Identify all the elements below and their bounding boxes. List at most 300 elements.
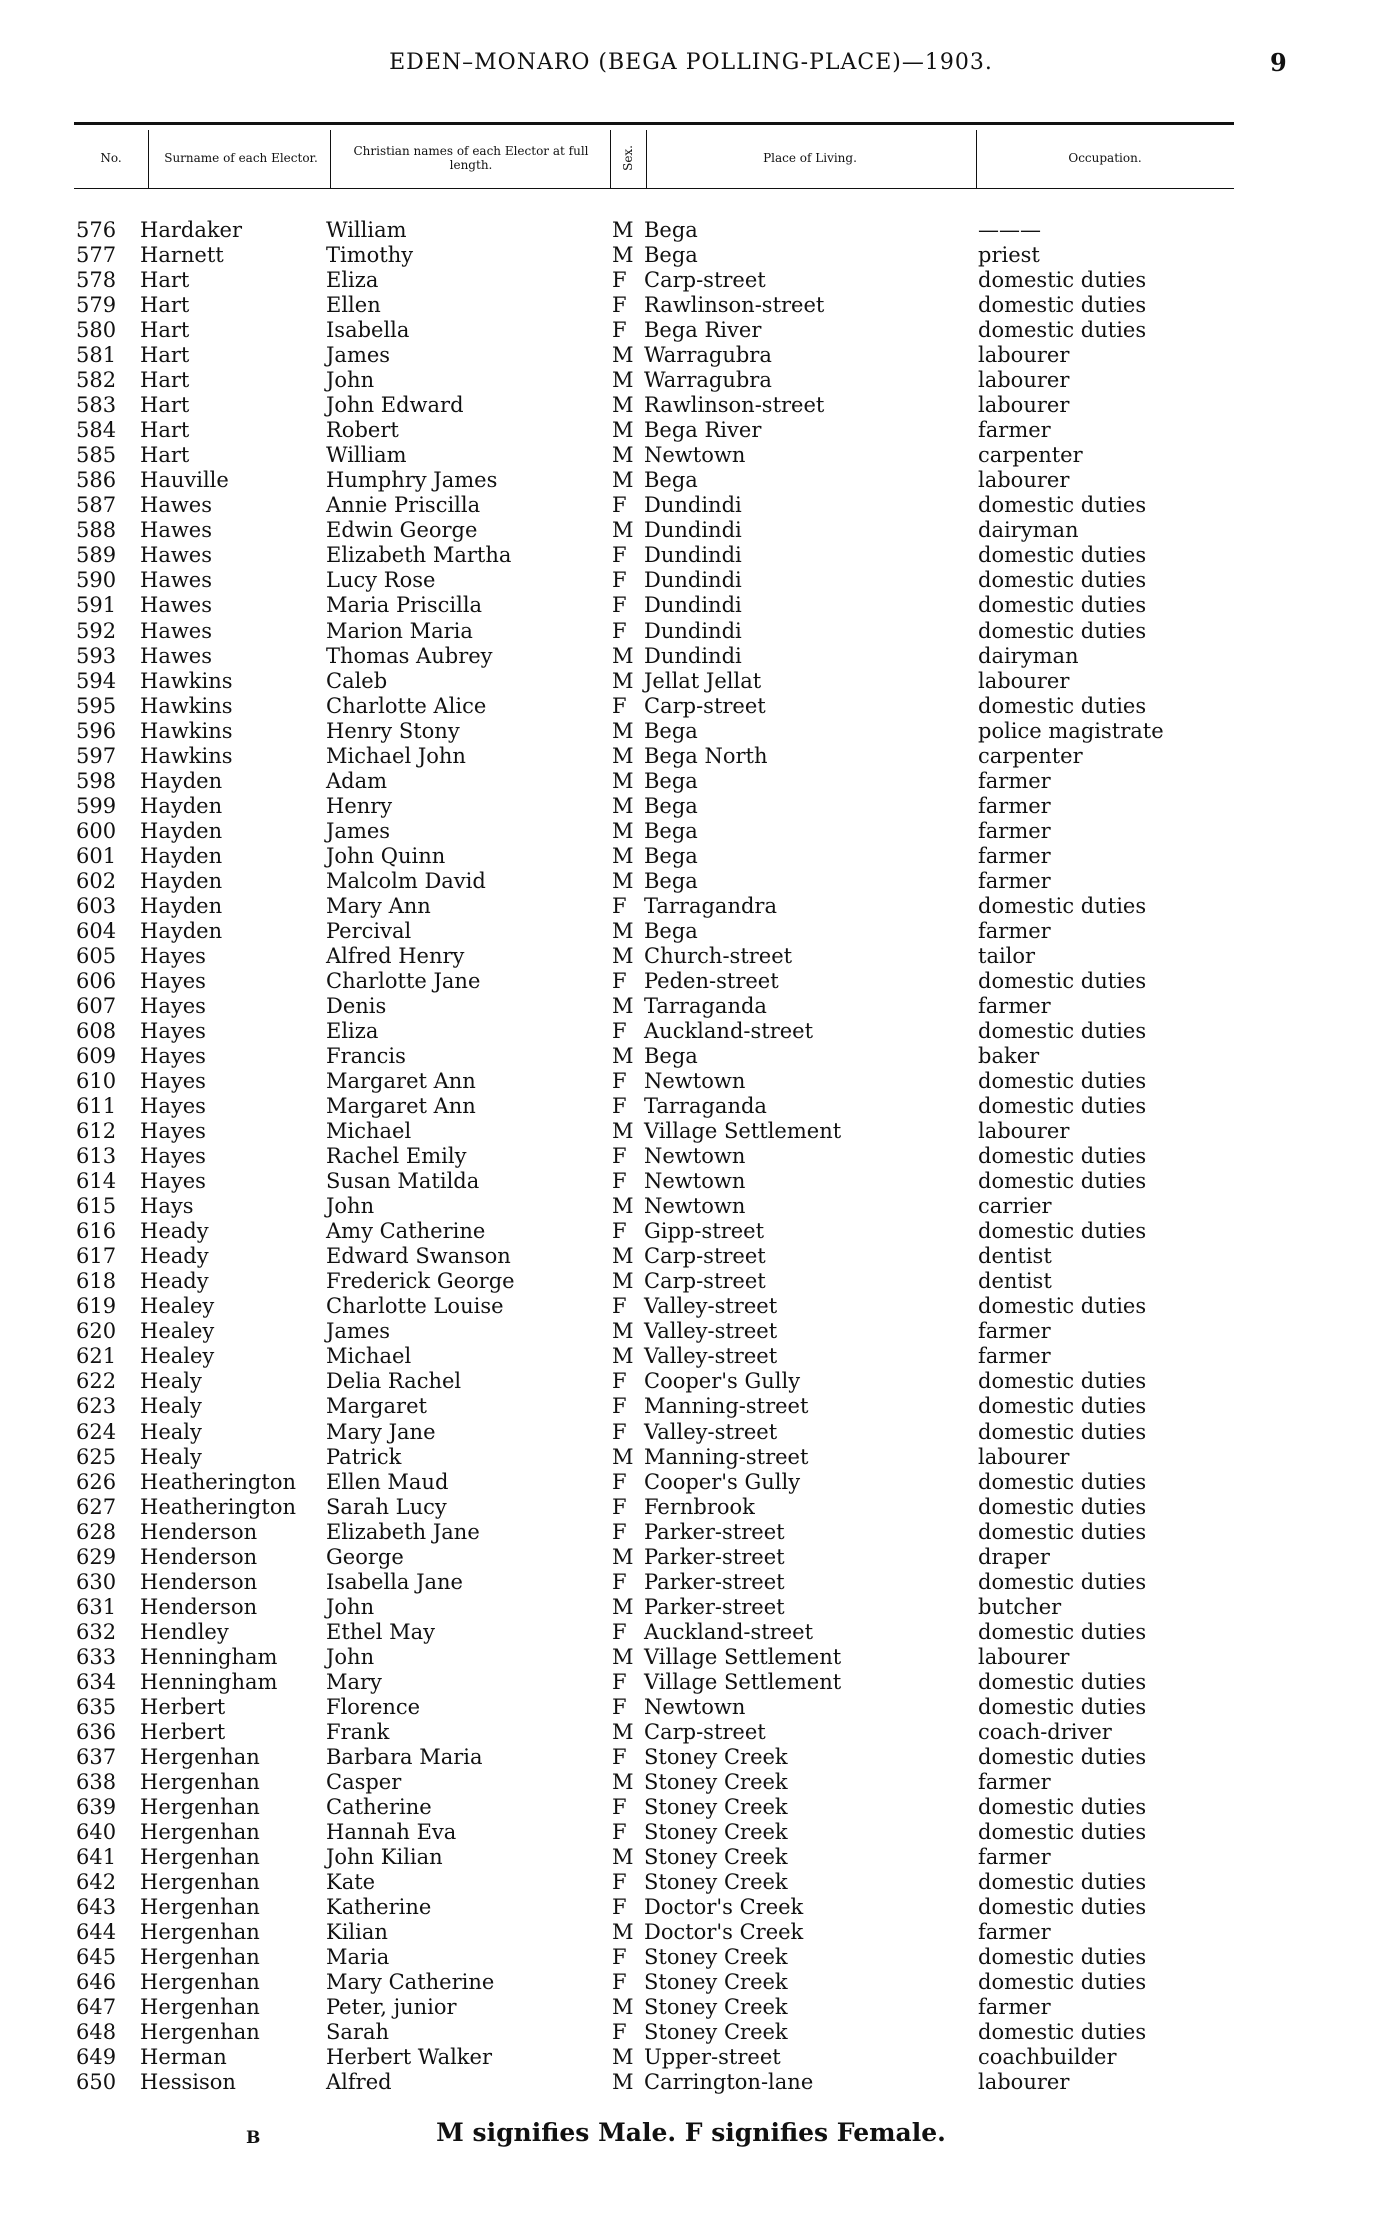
elector-christian-names: John	[326, 368, 375, 393]
elector-number: 605	[76, 943, 117, 968]
elector-sex: M	[612, 1444, 634, 1469]
table-row	[0, 894, 1382, 919]
elector-surname: Healy	[140, 1394, 202, 1419]
elector-surname: Hergenhan	[140, 2020, 260, 2045]
elector-place: Warragubra	[644, 343, 772, 368]
elector-surname: Hawes	[140, 568, 213, 593]
elector-christian-names: Charlotte Louise	[326, 1294, 504, 1319]
elector-sex: M	[612, 843, 634, 868]
header-divider	[330, 130, 331, 188]
elector-sex: M	[612, 793, 634, 818]
elector-surname: Hayes	[140, 1094, 206, 1119]
elector-christian-names: Eliza	[326, 268, 379, 293]
elector-occupation: labourer	[978, 368, 1070, 393]
elector-place: Stoney Creek	[644, 1995, 788, 2020]
elector-place: Village Settlement	[644, 1119, 842, 1144]
elector-christian-names: Maria	[326, 1945, 390, 1970]
elector-surname: Hayes	[140, 1019, 206, 1043]
elector-surname: Hayden	[140, 768, 223, 793]
table-row	[0, 1545, 1382, 1570]
elector-sex: M	[612, 218, 634, 242]
elector-sex: M	[612, 1269, 634, 1294]
elector-number: 583	[76, 393, 117, 418]
elector-christian-names: James	[326, 1319, 391, 1344]
table-row	[0, 218, 1382, 243]
elector-sex: M	[612, 393, 634, 418]
elector-place: Stoney Creek	[644, 1945, 788, 1970]
elector-place: Carp-street	[644, 1719, 766, 1744]
elector-sex: M	[612, 818, 634, 843]
table-row	[0, 443, 1382, 468]
elector-occupation: dairyman	[978, 643, 1079, 668]
elector-christian-names: Mary	[326, 1669, 382, 1694]
elector-surname: Heatherington	[140, 1494, 296, 1519]
elector-number: 606	[76, 968, 117, 993]
elector-number: 581	[76, 343, 117, 368]
elector-surname: Hawes	[140, 518, 213, 543]
elector-occupation: domestic duties	[978, 1144, 1147, 1169]
elector-occupation: farmer	[978, 1995, 1051, 2020]
table-row	[0, 1244, 1382, 1269]
elector-christian-names: James	[326, 818, 391, 843]
table-row	[0, 1369, 1382, 1394]
elector-place: Bega	[644, 818, 698, 843]
elector-sex: F	[612, 268, 627, 293]
elector-place: Valley-street	[644, 1294, 778, 1319]
elector-christian-names: Elizabeth Jane	[326, 1519, 480, 1544]
elector-occupation: labourer	[978, 668, 1070, 693]
elector-occupation: domestic duties	[978, 1519, 1147, 1544]
elector-number: 576	[76, 218, 117, 242]
elector-surname: Hayes	[140, 943, 206, 968]
elector-sex: M	[612, 1769, 634, 1794]
elector-number: 626	[76, 1469, 117, 1494]
elector-sex: F	[612, 1019, 627, 1043]
header-sex: Sex.	[621, 145, 635, 171]
elector-place: Auckland-street	[644, 1019, 814, 1043]
elector-occupation: domestic duties	[978, 1219, 1147, 1244]
elector-number: 603	[76, 893, 117, 918]
elector-place: Stoney Creek	[644, 1845, 788, 1870]
elector-christian-names: John	[326, 1594, 375, 1619]
elector-sex: F	[612, 1744, 627, 1769]
elector-number: 620	[76, 1319, 117, 1344]
elector-place: Carp-street	[644, 1269, 766, 1294]
elector-number: 630	[76, 1569, 117, 1594]
table-row	[0, 1445, 1382, 1470]
elector-sex: M	[612, 1719, 634, 1744]
table-row	[0, 1820, 1382, 1845]
table-row	[0, 1795, 1382, 1820]
elector-place: Bega	[644, 768, 698, 793]
elector-surname: Healy	[140, 1419, 202, 1444]
elector-christian-names: Elizabeth Martha	[326, 543, 512, 568]
elector-sex: F	[612, 1494, 627, 1519]
elector-surname: Hayden	[140, 893, 223, 918]
elector-place: Stoney Creek	[644, 1820, 788, 1844]
elector-number: 628	[76, 1519, 117, 1544]
elector-christian-names: John Quinn	[326, 843, 446, 868]
elector-christian-names: James	[326, 343, 391, 368]
elector-surname: Hawes	[140, 618, 213, 643]
elector-surname: Hergenhan	[140, 1970, 260, 1995]
elector-number: 590	[76, 568, 117, 593]
elector-place: Bega River	[644, 418, 762, 443]
elector-number: 591	[76, 593, 117, 618]
header-divider	[148, 130, 149, 188]
elector-place: Doctor's Creek	[644, 1895, 804, 1920]
elector-number: 602	[76, 868, 117, 893]
elector-sex: F	[612, 1970, 627, 1995]
elector-occupation: domestic duties	[978, 318, 1147, 343]
table-row	[0, 1269, 1382, 1294]
elector-place: Dundindi	[644, 493, 742, 518]
elector-number: 615	[76, 1194, 117, 1219]
elector-place: Upper-street	[644, 2045, 781, 2070]
elector-occupation: farmer	[978, 1769, 1051, 1794]
elector-sex: M	[612, 943, 634, 968]
elector-surname: Herman	[140, 2045, 227, 2070]
elector-number: 622	[76, 1369, 117, 1394]
elector-surname: Hauville	[140, 468, 229, 493]
elector-surname: Hawkins	[140, 718, 233, 743]
elector-number: 614	[76, 1169, 117, 1194]
elector-surname: Hergenhan	[140, 1744, 260, 1769]
elector-number: 643	[76, 1895, 117, 1920]
elector-occupation: farmer	[978, 818, 1051, 843]
elector-occupation: farmer	[978, 768, 1051, 793]
elector-christian-names: Humphry James	[326, 468, 498, 493]
elector-sex: M	[612, 643, 634, 668]
elector-christian-names: Marion Maria	[326, 618, 473, 643]
table-row	[0, 1520, 1382, 1545]
table-row	[0, 493, 1382, 518]
table-row	[0, 844, 1382, 869]
elector-christian-names: Ethel May	[326, 1619, 435, 1644]
elector-place: Carp-street	[644, 1244, 766, 1269]
elector-christian-names: Isabella	[326, 318, 410, 343]
elector-surname: Herbert	[140, 1719, 226, 1744]
elector-occupation: domestic duties	[978, 1294, 1147, 1319]
table-row	[0, 518, 1382, 543]
elector-sex: F	[612, 1069, 627, 1094]
elector-christian-names: Michael	[326, 1119, 412, 1144]
elector-sex: F	[612, 593, 627, 618]
elector-number: 621	[76, 1344, 117, 1369]
elector-christian-names: Susan Matilda	[326, 1169, 480, 1194]
elector-christian-names: John Kilian	[326, 1845, 443, 1870]
elector-sex: M	[612, 443, 634, 468]
elector-occupation: baker	[978, 1044, 1040, 1069]
elector-christian-names: Sarah Lucy	[326, 1494, 447, 1519]
elector-occupation: domestic duties	[978, 1820, 1147, 1844]
elector-number: 592	[76, 618, 117, 643]
elector-surname: Herbert	[140, 1694, 226, 1719]
elector-sex: F	[612, 2020, 627, 2045]
elector-number: 633	[76, 1644, 117, 1669]
table-row	[0, 1995, 1382, 2020]
elector-occupation: farmer	[978, 993, 1051, 1018]
elector-place: Newtown	[644, 1169, 746, 1194]
elector-sex: F	[612, 1895, 627, 1920]
elector-occupation: domestic duties	[978, 1895, 1147, 1920]
elector-occupation: domestic duties	[978, 1094, 1147, 1119]
elector-place: Stoney Creek	[644, 1744, 788, 1769]
elector-christian-names: Lucy Rose	[326, 568, 436, 593]
table-row	[0, 593, 1382, 618]
elector-christian-names: Katherine	[326, 1895, 432, 1920]
elector-sex: M	[612, 1594, 634, 1619]
elector-sex: M	[612, 993, 634, 1018]
elector-number: 629	[76, 1544, 117, 1569]
elector-occupation: farmer	[978, 1845, 1051, 1870]
elector-sex: M	[612, 1244, 634, 1269]
table-row	[0, 1319, 1382, 1344]
elector-surname: Hawes	[140, 543, 213, 568]
elector-surname: Heady	[140, 1244, 209, 1269]
table-row	[0, 1194, 1382, 1219]
elector-occupation: ———	[978, 218, 1041, 242]
table-row	[0, 694, 1382, 719]
elector-number: 587	[76, 493, 117, 518]
table-row	[0, 719, 1382, 744]
elector-number: 582	[76, 368, 117, 393]
elector-sex: F	[612, 1219, 627, 1244]
elector-christian-names: Edward Swanson	[326, 1244, 511, 1269]
elector-place: Bega	[644, 718, 698, 743]
elector-surname: Hayden	[140, 843, 223, 868]
table-row	[0, 1470, 1382, 1495]
elector-sex: F	[612, 1169, 627, 1194]
elector-place: Tarraganda	[644, 1094, 767, 1119]
elector-sex: M	[612, 1044, 634, 1069]
elector-surname: Hergenhan	[140, 1870, 260, 1895]
elector-sex: F	[612, 1694, 627, 1719]
elector-occupation: domestic duties	[978, 293, 1147, 318]
elector-number: 577	[76, 243, 117, 268]
elector-occupation: coach-driver	[978, 1719, 1112, 1744]
elector-number: 644	[76, 1920, 117, 1945]
elector-christian-names: Casper	[326, 1769, 402, 1794]
sex-legend: M signifies Male. F signifies Female.	[436, 2118, 946, 2147]
elector-place: Stoney Creek	[644, 1794, 788, 1819]
table-row	[0, 1119, 1382, 1144]
elector-place: Auckland-street	[644, 1619, 814, 1644]
table-row	[0, 2070, 1382, 2095]
elector-sex: F	[612, 1094, 627, 1119]
elector-christian-names: Henry Stony	[326, 718, 460, 743]
elector-sex: M	[612, 1544, 634, 1569]
elector-occupation: dairyman	[978, 518, 1079, 543]
elector-sex: F	[612, 493, 627, 518]
elector-occupation: domestic duties	[978, 893, 1147, 918]
elector-surname: Healey	[140, 1319, 215, 1344]
elector-occupation: coachbuilder	[978, 2045, 1117, 2070]
header-divider	[646, 130, 647, 188]
elector-place: Church-street	[644, 943, 793, 968]
elector-sex: M	[612, 243, 634, 268]
table-row	[0, 2020, 1382, 2045]
elector-occupation: domestic duties	[978, 1069, 1147, 1094]
elector-occupation: farmer	[978, 918, 1051, 943]
table-row	[0, 1069, 1382, 1094]
elector-surname: Hayden	[140, 818, 223, 843]
elector-occupation: domestic duties	[978, 1794, 1147, 1819]
elector-number: 632	[76, 1619, 117, 1644]
elector-christian-names: George	[326, 1544, 404, 1569]
elector-christian-names: Sarah	[326, 2020, 389, 2045]
elector-place: Dundindi	[644, 568, 742, 593]
table-row	[0, 1745, 1382, 1770]
elector-number: 608	[76, 1019, 117, 1043]
elector-sex: M	[612, 668, 634, 693]
elector-place: Dundindi	[644, 643, 742, 668]
elector-christian-names: Ellen Maud	[326, 1469, 449, 1494]
elector-number: 618	[76, 1269, 117, 1294]
elector-surname: Hawes	[140, 593, 213, 618]
elector-surname: Hart	[140, 418, 190, 443]
elector-surname: Hayes	[140, 1119, 206, 1144]
table-row	[0, 1945, 1382, 1970]
elector-occupation: domestic duties	[978, 1419, 1147, 1444]
elector-occupation: tailor	[978, 943, 1036, 968]
elector-surname: Hergenhan	[140, 1895, 260, 1920]
elector-occupation: domestic duties	[978, 1870, 1147, 1895]
elector-sex: F	[612, 893, 627, 918]
elector-sex: F	[612, 1419, 627, 1444]
elector-surname: Hergenhan	[140, 1995, 260, 2020]
elector-place: Parker-street	[644, 1544, 785, 1569]
elector-number: 631	[76, 1594, 117, 1619]
elector-number: 593	[76, 643, 117, 668]
elector-number: 642	[76, 1870, 117, 1895]
elector-number: 625	[76, 1444, 117, 1469]
elector-place: Doctor's Creek	[644, 1920, 804, 1945]
elector-surname: Hayden	[140, 868, 223, 893]
elector-place: Bega River	[644, 318, 762, 343]
table-row	[0, 644, 1382, 669]
elector-number: 580	[76, 318, 117, 343]
elector-sex: F	[612, 1369, 627, 1394]
elector-sex: M	[612, 1319, 634, 1344]
elector-occupation: farmer	[978, 843, 1051, 868]
elector-sex: F	[612, 1870, 627, 1895]
elector-number: 607	[76, 993, 117, 1018]
elector-place: Manning-street	[644, 1444, 809, 1469]
header-no: No.	[100, 151, 122, 165]
elector-christian-names: Frederick George	[326, 1269, 515, 1294]
elector-occupation: domestic duties	[978, 1569, 1147, 1594]
elector-occupation: domestic duties	[978, 1169, 1147, 1194]
table-row	[0, 243, 1382, 268]
elector-sex: F	[612, 1394, 627, 1419]
table-row	[0, 1620, 1382, 1645]
elector-christian-names: Barbara Maria	[326, 1744, 483, 1769]
elector-christian-names: Amy Catherine	[326, 1219, 486, 1244]
elector-occupation: domestic duties	[978, 968, 1147, 993]
elector-sex: F	[612, 318, 627, 343]
elector-number: 641	[76, 1845, 117, 1870]
elector-christian-names: William	[326, 218, 407, 242]
elector-place: Parker-street	[644, 1519, 785, 1544]
table-row	[0, 969, 1382, 994]
elector-christian-names: Kate	[326, 1870, 376, 1895]
elector-place: Rawlinson-street	[644, 393, 825, 418]
table-row	[0, 1420, 1382, 1445]
elector-place: Newtown	[644, 1144, 746, 1169]
elector-number: 649	[76, 2045, 117, 2070]
elector-sex: F	[612, 1619, 627, 1644]
elector-place: Village Settlement	[644, 1644, 842, 1669]
elector-surname: Henderson	[140, 1519, 258, 1544]
elector-occupation: domestic duties	[978, 1494, 1147, 1519]
table-row	[0, 318, 1382, 343]
elector-occupation: labourer	[978, 1444, 1070, 1469]
elector-number: 619	[76, 1294, 117, 1319]
elector-sex: M	[612, 343, 634, 368]
elector-sex: F	[612, 1569, 627, 1594]
header-divider	[976, 130, 977, 188]
elector-sex: M	[612, 743, 634, 768]
header-surname: Surname of each Elector.	[164, 151, 318, 165]
elector-surname: Henningham	[140, 1644, 278, 1669]
elector-sex: F	[612, 1669, 627, 1694]
elector-surname: Healy	[140, 1444, 202, 1469]
elector-christian-names: Herbert Walker	[326, 2045, 492, 2070]
table-row	[0, 1495, 1382, 1520]
elector-christian-names: John	[326, 1644, 375, 1669]
elector-surname: Hergenhan	[140, 1920, 260, 1945]
table-header-rule	[74, 188, 1234, 189]
elector-sex: M	[612, 2045, 634, 2070]
elector-christian-names: Margaret Ann	[326, 1094, 476, 1119]
elector-occupation: farmer	[978, 418, 1051, 443]
elector-occupation: domestic duties	[978, 1744, 1147, 1769]
table-row	[0, 1970, 1382, 1995]
elector-occupation: carpenter	[978, 743, 1083, 768]
elector-surname: Hayes	[140, 1044, 206, 1069]
elector-number: 623	[76, 1394, 117, 1419]
elector-occupation: domestic duties	[978, 1669, 1147, 1694]
elector-surname: Hardaker	[140, 218, 243, 242]
elector-place: Warragubra	[644, 368, 772, 393]
elector-sex: M	[612, 868, 634, 893]
elector-sex: M	[612, 1644, 634, 1669]
elector-number: 639	[76, 1794, 117, 1819]
elector-place: Cooper's Gully	[644, 1369, 801, 1394]
elector-sex: M	[612, 718, 634, 743]
elector-number: 589	[76, 543, 117, 568]
elector-surname: Hart	[140, 293, 190, 318]
elector-place: Newtown	[644, 1194, 746, 1219]
elector-christian-names: Rachel Emily	[326, 1144, 467, 1169]
elector-sex: F	[612, 1144, 627, 1169]
elector-christian-names: Denis	[326, 993, 387, 1018]
elector-place: Bega	[644, 868, 698, 893]
elector-christian-names: Patrick	[326, 1444, 402, 1469]
elector-surname: Henderson	[140, 1544, 258, 1569]
table-row	[0, 1169, 1382, 1194]
elector-christian-names: Frank	[326, 1719, 390, 1744]
elector-place: Fernbrook	[644, 1494, 755, 1519]
elector-occupation: labourer	[978, 343, 1070, 368]
elector-number: 595	[76, 693, 117, 718]
elector-sex: M	[612, 518, 634, 543]
elector-surname: Hawkins	[140, 668, 233, 693]
table-row	[0, 1920, 1382, 1945]
elector-sex: F	[612, 968, 627, 993]
elector-number: 584	[76, 418, 117, 443]
